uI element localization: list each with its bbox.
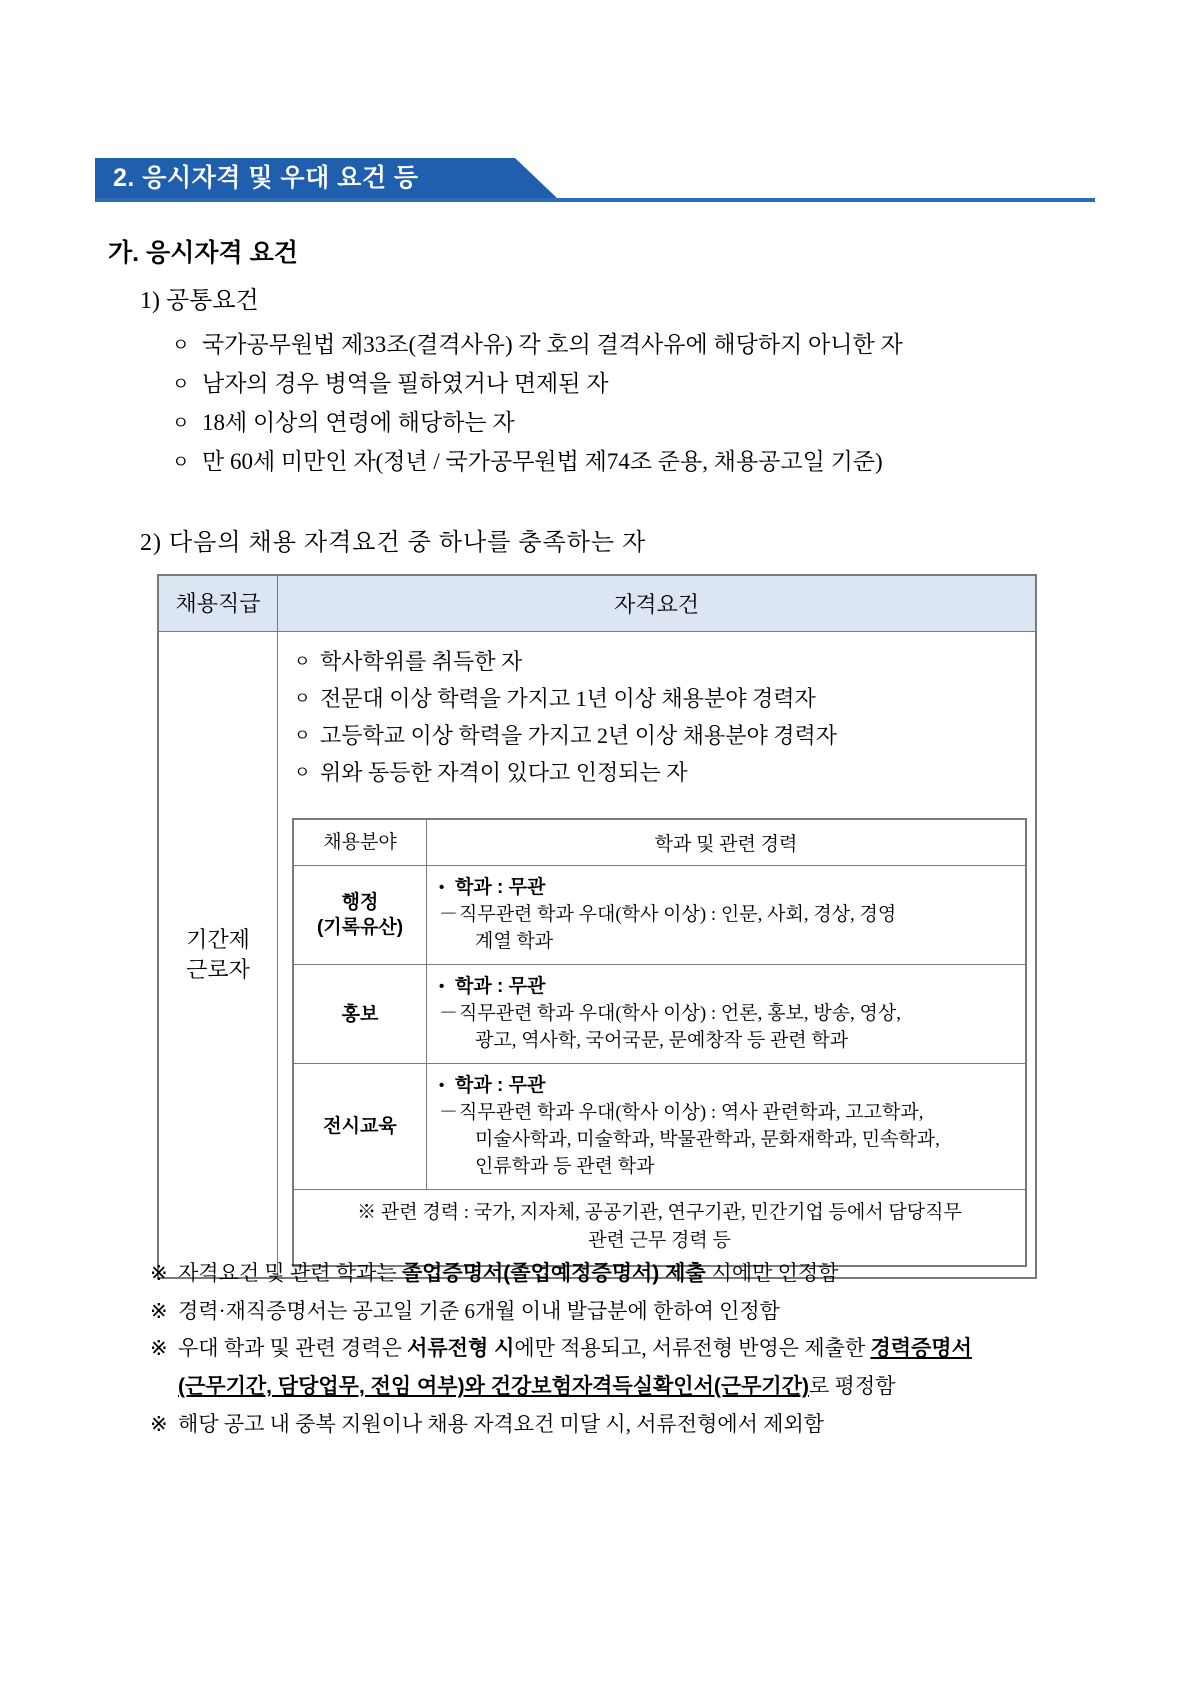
description-dash-text: 직무관련 학과 우대(학사 이상) : 역사 관련학과, 고고학과, — [459, 1102, 924, 1123]
field-name-line-2: (기록유산) — [316, 917, 404, 938]
footnote-item — [150, 1333, 1070, 1364]
qualification-table — [157, 574, 1037, 1279]
footnote-part: 에만 적용되고, 서류전형 반영은 제출한 — [514, 1336, 871, 1360]
cell-field-description — [427, 1064, 1026, 1190]
description-dash-text: 직무관련 학과 우대(학사 이상) : 언론, 홍보, 방송, 영상, — [459, 1003, 902, 1024]
list-item-text: 국가공무원법 제33조(결격사유) 각 호의 결격사유에 해당하지 아니한 자 — [202, 332, 903, 357]
circle-bullet-icon: ㅇ — [294, 763, 311, 782]
list-item-text: 18세 이상의 연령에 해당하는 자 — [202, 410, 515, 435]
list-item — [172, 408, 1092, 438]
cell-field-name — [294, 866, 427, 965]
reference-mark-icon: ※ — [150, 1299, 168, 1323]
list-item-text: 위와 동등한 자격이 있다고 인정되는 자 — [320, 760, 688, 785]
circle-bullet-icon: ㅇ — [294, 689, 311, 708]
list-item-text: 고등학교 이상 학력을 가지고 2년 이상 채용분야 경력자 — [320, 723, 838, 748]
circle-bullet-icon: ㅇ — [172, 413, 190, 433]
footnote-part-underline: 경력증명서 — [870, 1337, 972, 1360]
list-item-text: 학사학위를 취득한 자 — [320, 649, 523, 674]
note-line-2: 관련 근무 경력 등 — [588, 1230, 731, 1251]
cell-field-description — [427, 965, 1026, 1064]
cell-field-description — [427, 866, 1026, 965]
reference-mark-icon: ※ — [150, 1412, 168, 1436]
list-item-text: 남자의 경우 병역을 필하였거나 면제된 자 — [202, 371, 609, 396]
description-bullet-line — [439, 973, 1015, 1000]
list-item — [294, 683, 1019, 714]
field-name-line-1: 전시교육 — [323, 1116, 397, 1137]
description-bullet-line — [439, 1072, 1015, 1099]
dash-bullet-icon: － — [439, 1003, 459, 1024]
section-title: 2. 응시자격 및 우대 요건 등 — [113, 164, 419, 192]
circle-bullet-icon: ㅇ — [172, 452, 190, 472]
table-header-row — [159, 576, 1036, 632]
list-item — [172, 447, 1092, 477]
section-banner — [95, 158, 1095, 204]
circle-bullet-icon: ㅇ — [172, 374, 190, 394]
job-grade-line-1: 기간제 — [186, 926, 250, 952]
dot-bullet-icon: • — [439, 1077, 445, 1094]
footnote-item — [150, 1258, 1070, 1289]
inner-column-header-field: 채용분야 — [294, 820, 427, 866]
footnote-part-bold: 서류전형 시 — [407, 1337, 515, 1360]
reference-mark-icon: ※ — [150, 1336, 168, 1360]
list-item — [294, 646, 1019, 677]
list-item — [294, 757, 1019, 788]
inner-table-note-row — [294, 1190, 1026, 1266]
dot-bullet-icon: • — [439, 978, 445, 995]
footnote-part: 우대 학과 및 관련 경력은 — [178, 1336, 408, 1360]
qualification-list — [278, 632, 1035, 802]
footnote-text — [178, 1333, 1070, 1364]
column-header-qualifications: 자격요건 — [278, 576, 1036, 632]
description-dash-line — [439, 1099, 1015, 1126]
description-continuation: 계열 학과 — [475, 931, 554, 952]
list-item — [172, 330, 1092, 360]
footnote-part: 로 평정함 — [809, 1374, 896, 1398]
dot-bullet-icon: • — [439, 879, 445, 896]
list-item — [294, 720, 1019, 751]
cell-related-experience-note — [294, 1190, 1026, 1266]
list-heading-1: 1) 공통요건 — [140, 288, 259, 314]
footnote-item — [150, 1409, 1070, 1439]
list-item-text: 만 60세 미만인 자(정년 / 국가공무원법 제74조 준용, 채용공고일 기준) — [202, 449, 883, 474]
job-grade-line-2: 근로자 — [186, 956, 250, 982]
footnote-list — [150, 1258, 1070, 1446]
table-row — [159, 632, 1036, 1278]
field-major-table — [292, 818, 1027, 1267]
circle-bullet-icon: ㅇ — [294, 726, 311, 745]
description-continuation: 광고, 역사학, 국어국문, 문예창작 등 관련 학과 — [475, 1030, 849, 1051]
footnote-part: 시에만 인정함 — [711, 1261, 839, 1285]
field-name-line-1: 홍보 — [341, 1003, 379, 1025]
description-bullet-text: 학과 : 무관 — [455, 976, 546, 997]
banner-arrow — [515, 158, 557, 198]
cell-field-name — [294, 965, 427, 1064]
inner-column-header-major: 학과 및 관련 경력 — [427, 820, 1026, 866]
cell-field-name — [294, 1064, 427, 1190]
description-dash-line — [439, 901, 1015, 928]
footnote-text: 해당 공고 내 중복 지원이나 채용 자격요건 미달 시, 서류전형에서 제외함 — [178, 1412, 825, 1436]
footnote-part: 자격요건 및 관련 학과는 — [178, 1261, 402, 1285]
inner-table-row — [294, 866, 1026, 965]
circle-bullet-icon: ㅇ — [172, 335, 190, 355]
inner-table-row — [294, 965, 1026, 1064]
inner-table-header-row — [294, 820, 1026, 866]
description-bullet-line — [439, 874, 1015, 901]
description-dash-line — [439, 1000, 1015, 1027]
list-heading-2: 2) 다음의 채용 자격요건 중 하나를 충족하는 자 — [140, 530, 647, 556]
dash-bullet-icon: － — [439, 1102, 459, 1123]
footnote-text — [178, 1258, 1070, 1289]
footnote-part-bold: 졸업증명서(졸업예정증명서) 제출 — [401, 1262, 712, 1285]
footnote-text: 경력·재직증명서는 공고일 기준 6개월 이내 발급분에 한하여 인정함 — [178, 1299, 780, 1323]
description-continuation: 미술사학과, 미술학과, 박물관학과, 문화재학과, 민속학과, — [475, 1129, 940, 1150]
description-bullet-text: 학과 : 무관 — [455, 1075, 546, 1096]
subsection-heading: 가. 응시자격 요건 — [108, 239, 298, 267]
banner-underline — [95, 198, 1095, 202]
field-name-line-1: 행정 — [341, 892, 379, 913]
cell-qualifications — [278, 632, 1036, 1278]
cell-job-grade — [159, 632, 278, 1278]
note-line-1: ※ 관련 경력 : 국가, 지자체, 공공기관, 연구기관, 민간기업 등에서 담당직무 — [357, 1202, 962, 1223]
inner-table-row — [294, 1064, 1026, 1190]
dash-bullet-icon: － — [439, 904, 459, 925]
description-bullet-text: 학과 : 무관 — [455, 877, 546, 898]
list-item — [172, 369, 1092, 399]
list-item-text: 전문대 이상 학력을 가지고 1년 이상 채용분야 경력자 — [320, 686, 816, 711]
description-dash-text: 직무관련 학과 우대(학사 이상) : 인문, 사회, 경상, 경영 — [459, 904, 897, 925]
column-header-job-grade: 채용직급 — [159, 576, 278, 632]
circle-bullet-icon: ㅇ — [294, 652, 311, 671]
footnote-item — [150, 1296, 1070, 1326]
footnote-part-underline: (근무기간, 담당업무, 전임 여부)와 건강보험자격득실확인서(근무기간) — [178, 1375, 809, 1398]
reference-mark-icon: ※ — [150, 1261, 168, 1285]
common-requirements-list — [172, 330, 1092, 486]
description-continuation-2: 인류학과 등 관련 학과 — [475, 1156, 655, 1177]
footnote-continuation — [150, 1371, 1070, 1402]
